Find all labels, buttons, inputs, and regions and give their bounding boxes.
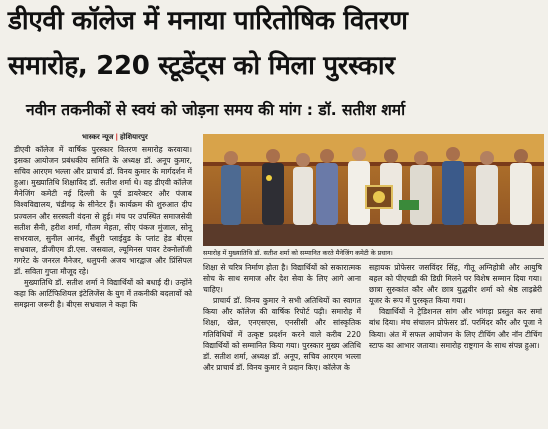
paragraph: सहायक प्रोफेसर जसविंदर सिंह, गीतू अग्निहोत्री और आयुषि बहल को पीएचडी की डिग्री मिलने पर विशेष सम्मान दिया गया। छात्रा सुरुकांत कौर और छात्र युद्धवीर शर्मा को श्रेष्ठ लाइब्रेरी यूजर के रूप में पुरस्कृत किया गया।	[369, 263, 542, 306]
headline-line-1: डीएवी कॉलेज में मनाया पारितोषिक वितरण	[8, 6, 408, 36]
byline: भास्कर न्यूज | होशियारपुर	[82, 133, 148, 141]
article-column-2	[203, 262, 361, 373]
article-column-1	[14, 144, 192, 310]
byline-source: भास्कर न्यूज	[82, 133, 114, 141]
photo-caption: समारोह में मुख्यातिथि डॉ. सतीश शर्मा को सम्मानित करते मैनेजिंग कमेटी के प्रधान।	[203, 249, 393, 257]
event-photo-illustration	[203, 134, 544, 246]
paragraph: प्राचार्य डॉ. विनय कुमार ने सभी अतिथियों का स्वागत किया और कॉलेज की वार्षिक रिपोर्ट पढ़ी। समारोह में शिक्षा, खेल, एनएसएस, एनसीसी और सांस्कृतिक गतिविधियों में उत्कृष्ट प्रदर्शन करने वाले करीब 220 विद्यार्थियों को सम्मानित किया गया। पुरस्कार मुख्य अतिथि डॉ. सतीश शर्मा, अध्यक्ष डॉ. अनूप, सचिव आरएम भल्ला और प्राचार्य डॉ. विनय कुमार ने प्रदान किए। कॉलेज के	[203, 296, 361, 372]
paragraph: विद्यार्थियों ने ट्रेडिशनल सांग और भांगड़ा प्रस्तुत कर समां बांध दिया। मंच संचालन प्रोफेसर डॉ. परमिंदर कौर और पूजा ने किया। अंत में सफल आयोजन के लिए टीचिंग और नॉन टीचिंग स्टाफ का आभार जताया। समारोह राष्ट्रगान के साथ संपन्न हुआ।	[369, 307, 542, 350]
article-column-3	[369, 262, 542, 351]
headline	[8, 2, 544, 85]
caption-divider	[203, 258, 544, 259]
byline-place: होशियारपुर	[120, 133, 148, 141]
paragraph: शिक्षा से चरित्र निर्माण होता है। विद्यार्थियों को सकारात्मक सोच के साथ समाज और देश सेवा के लिए आगे आना चाहिए।	[203, 263, 361, 295]
headline-line-2: समारोह, 220 स्टूडेंट्स को मिला पुरस्कार	[8, 51, 395, 81]
paragraph: डीएवी कॉलेज में वार्षिक पुरस्कार वितरण समारोह करवाया। इसका आयोजन प्रबंधकीय समिति के अध्यक्ष डॉ. अनूप कुमार, सचिव आरएम भल्ला और प्राचार्य डॉ. विनय कुमार के मार्गदर्शन में हुआ। मुख्यातिथि शिक्षाविद डॉ. सतीश शर्मा थे। वह डीएवी कॉलेज मैनेजिंग कमेटी नई दिल्ली के पूर्व डायरेक्टर और पंजाब विश्वविद्यालय, चंडीगढ़ के सीनेटर हैं। कार्यक्रम की शुरुआत दीप प्रज्वलन और सरस्वती वंदना से हुई। मंच पर उपस्थित समाजसेवी सतीश सैनी, हरीश शर्मा, गौतम मेहता, सीए पंकज मुंजाल, सोनू सभरवाल, सुनील आनंद, सैंधुरी प्लाईवुड के प्लांट हेड बीएस सभ्रवाल, डीजीएम डी.एस. जसवाल, ल्यूमिनस पावर टेक्नोलॉजी गगरेट के जनरल मैनेजर, धलुपनी अजय भारद्वाज और प्रिंसिपल डॉ. सविता गुप्ता मौजूद रहे।	[14, 145, 192, 277]
event-photo	[203, 134, 544, 246]
subheadline: नवीन तकनीकों से स्वयं को जोड़ना समय की मांग : डॉ. सतीश शर्मा	[26, 101, 406, 119]
paragraph: मुख्यातिथि डॉ. सतीश शर्मा ने विद्यार्थियों को बधाई दी। उन्होंने कहा कि आर्टिफिशियल इंटेलिजेंस के युग में तकनीकी बदलावों को समझना जरूरी है। बीएस सभ्रवाल ने कहा कि	[14, 278, 192, 310]
